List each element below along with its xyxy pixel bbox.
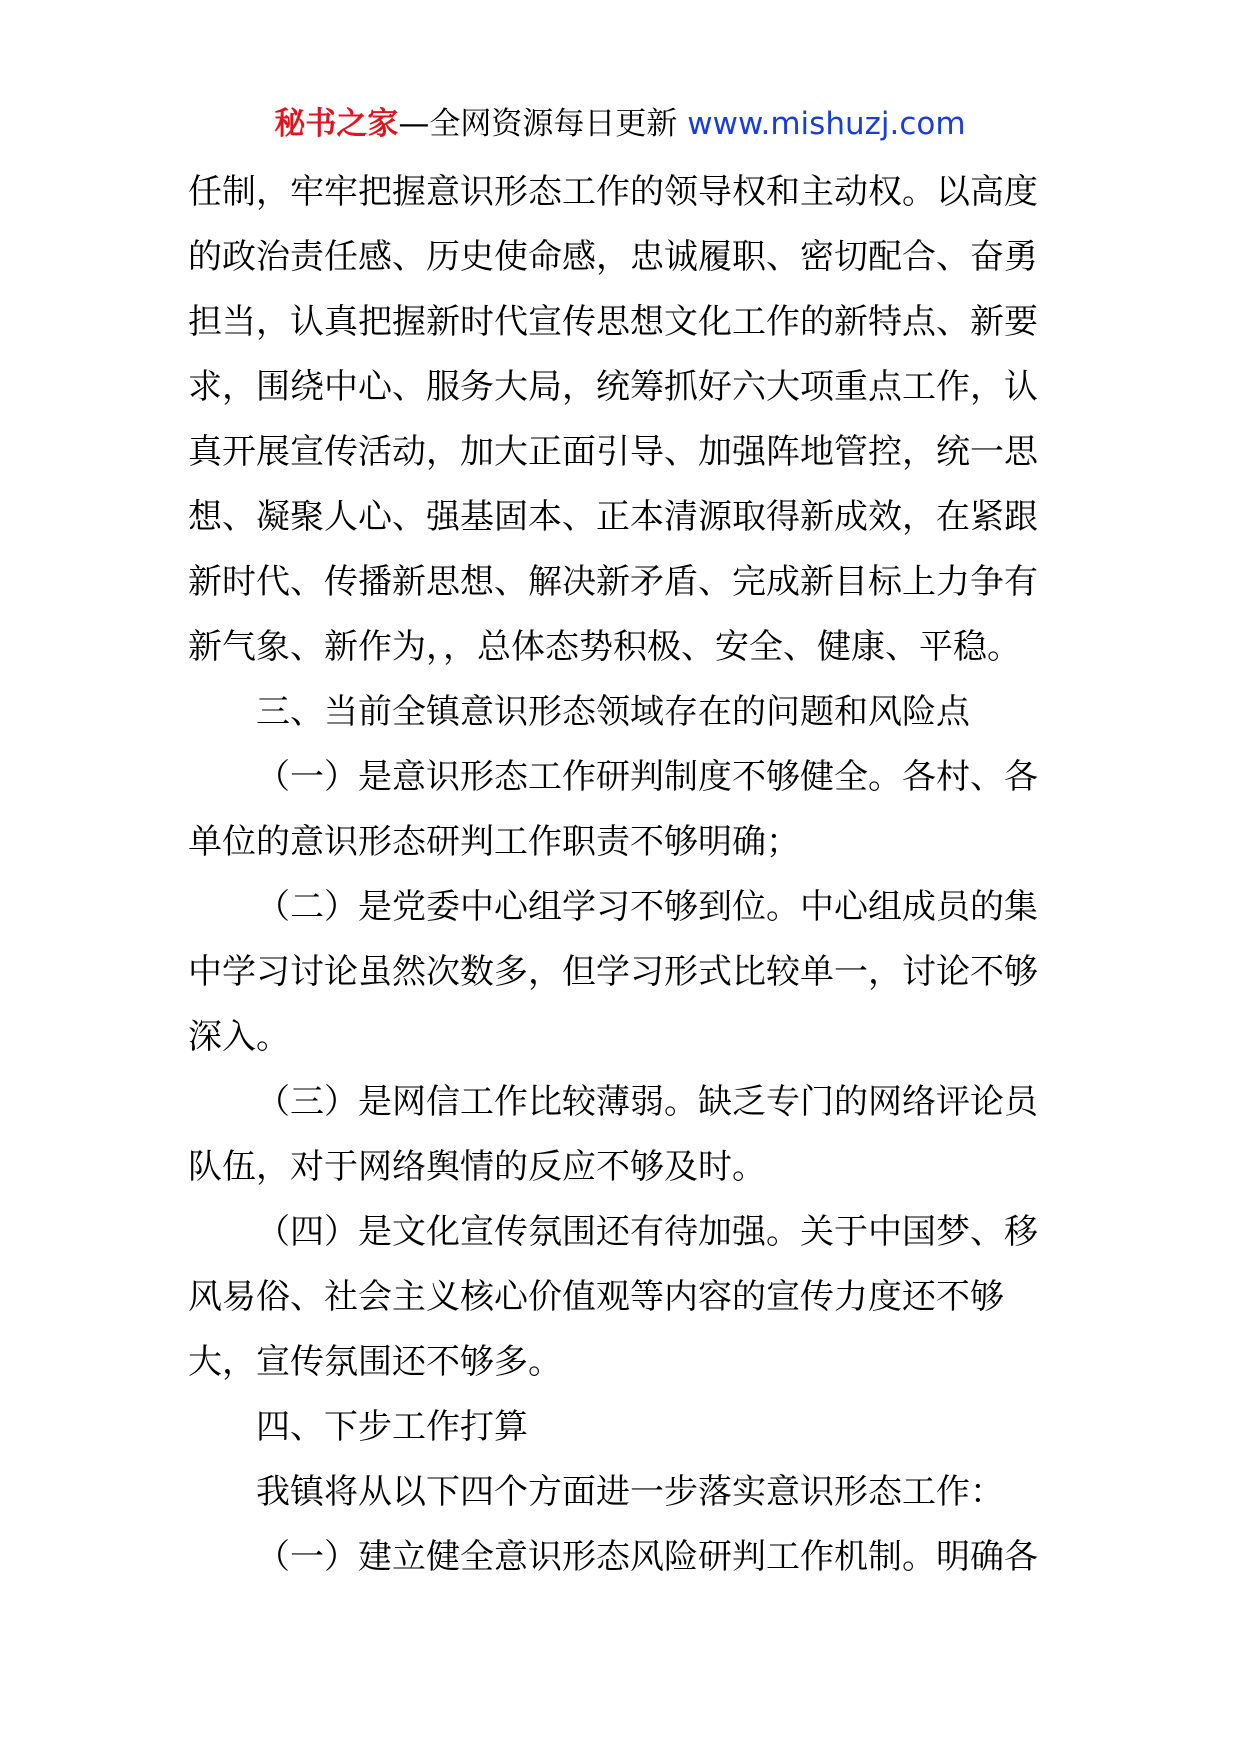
body-line: 求，围绕中心、服务大局，统筹抓好六大项重点工作，认 <box>188 367 1038 407</box>
body-line: 风易俗、社会主义核心价值观等内容的宣传力度还不够 <box>188 1277 1004 1317</box>
body-line: （三）是网信工作比较薄弱。缺乏专门的网络评论员 <box>256 1082 1038 1122</box>
body-line: 中学习讨论虽然次数多，但学习形式比较单一，讨论不够 <box>188 952 1038 992</box>
body-line: （一）是意识形态工作研判制度不够健全。各村、各 <box>256 757 1038 797</box>
section-heading: 三、当前全镇意识形态领域存在的问题和风险点 <box>256 692 970 732</box>
body-line: 新气象、新作为，，总体态势积极、安全、健康、平稳。 <box>188 627 1021 667</box>
header-url[interactable]: www.mishuzj.com <box>687 106 966 142</box>
body-line: （二）是党委中心组学习不够到位。中心组成员的集 <box>256 887 1038 927</box>
section-heading: 四、下步工作打算 <box>256 1407 528 1447</box>
body-line: 新时代、传播新思想、解决新矛盾、完成新目标上力争有 <box>188 562 1038 602</box>
body-line: 队伍，对于网络舆情的反应不够及时。 <box>188 1147 766 1187</box>
body-line: 任制，牢牢把握意识形态工作的领导权和主动权。以高度 <box>188 172 1038 212</box>
body-line: 担当，认真把握新时代宣传思想文化工作的新特点、新要 <box>188 302 1038 342</box>
brand-name: 秘书之家 <box>274 106 399 142</box>
body-line: 的政治责任感、历史使命感，忠诚履职、密切配合、奋勇 <box>188 237 1038 277</box>
body-line: 大，宣传氛围还不够多。 <box>188 1342 562 1382</box>
body-line: 真开展宣传活动，加大正面引导、加强阵地管控，统一思 <box>188 432 1038 472</box>
body-line: 深入。 <box>188 1017 290 1057</box>
body-line: 单位的意识形态研判工作职责不够明确； <box>188 822 800 862</box>
body-line: （一）建立健全意识形态风险研判工作机制。明确各 <box>256 1537 1038 1577</box>
document-body <box>188 160 1058 1590</box>
page-header <box>0 102 1240 146</box>
body-line: 我镇将从以下四个方面进一步落实意识形态工作： <box>256 1472 1004 1512</box>
body-line: （四）是文化宣传氛围还有待加强。关于中国梦、移 <box>256 1212 1038 1252</box>
header-tagline: —全网资源每日更新 <box>398 106 688 142</box>
body-line: 想、凝聚人心、强基固本、正本清源取得新成效，在紧跟 <box>188 497 1038 537</box>
